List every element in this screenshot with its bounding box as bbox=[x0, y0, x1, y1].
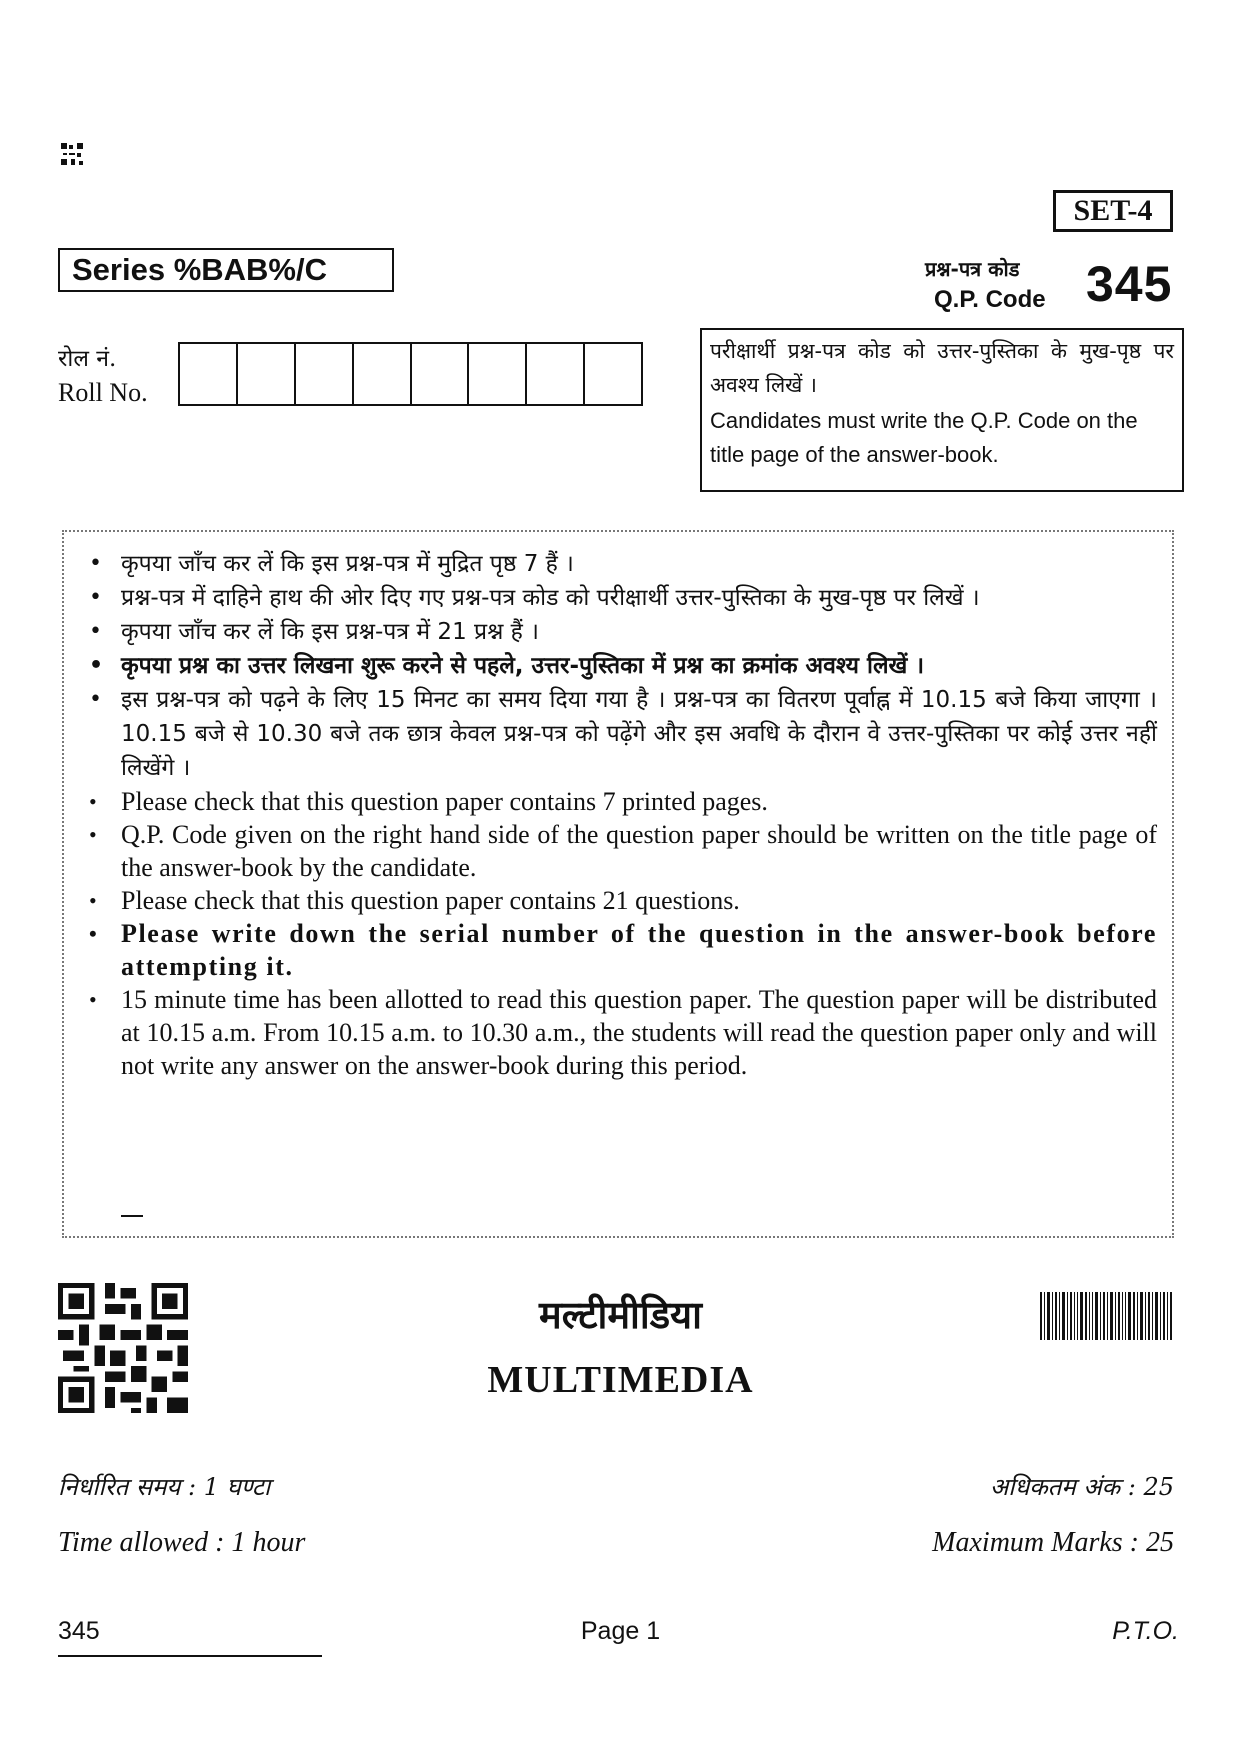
subject-title-hindi: मल्टीमीडिया bbox=[539, 1293, 702, 1337]
roll-number-cell[interactable] bbox=[469, 344, 527, 404]
series-label: Series %BAB%/C bbox=[58, 248, 394, 292]
instruction-english-4: • Please write down the serial number of the question in the answer-book before attempting it. bbox=[85, 917, 1157, 983]
roll-number-cell[interactable] bbox=[180, 344, 238, 404]
max-marks: Maximum Marks : 25 bbox=[932, 1527, 1174, 1558]
instruction-hindi-4: • कृपया प्रश्न का उत्तर लिखना शुरू करने से पहले, उत्तर-पुस्तिका में प्रश्न का क्रमांक अवश्य लिखें । bbox=[85, 649, 1157, 683]
roll-number-cell[interactable] bbox=[585, 344, 641, 404]
instruction-english-5: • 15 minute time has been allotted to read this question paper. The question paper will be distributed at 10.15 a.m. From 10.15 a.m. to 10.30 a.m., the students will read the question paper only and will not write any answer on the answer-book during this period. bbox=[85, 983, 1157, 1082]
footer-rule bbox=[58, 1655, 322, 1657]
roll-number-cell[interactable] bbox=[527, 344, 585, 404]
roll-number-cell[interactable] bbox=[296, 344, 354, 404]
pto-label: P.T.O. bbox=[1112, 1617, 1179, 1645]
notice-hindi: परीक्षार्थी प्रश्न-पत्र कोड को उत्तर-पुस्तिका के मुख-पृष्ठ पर अवश्य लिखें । bbox=[710, 339, 1174, 397]
instruction-hindi-5: • इस प्रश्न-पत्र को पढ़ने के लिए 15 मिनट का समय दिया गया है । प्रश्न-पत्र का वितरण पूर्वाह्न में 10.15 बजे किया जाएगा । 10.15 बजे से 10.30 बजे तक छात्र केवल प्रश्न-पत्र को पढ़ेंगे और इस अवधि के दौरान वे उत्तर-पुस्तिका पर कोई उत्तर नहीं लिखेंगे । bbox=[85, 683, 1157, 785]
roll-label: Roll No. bbox=[58, 378, 148, 407]
roll-label-hindi: रोल नं. bbox=[58, 346, 117, 372]
time-allowed-hindi: निर्धारित समय : 1 घण्टा bbox=[58, 1473, 271, 1501]
qp-code-label-hindi: प्रश्न-पत्र कोड bbox=[925, 257, 1020, 281]
roll-number-cell[interactable] bbox=[412, 344, 470, 404]
instruction-hindi-1: • कृपया जाँच कर लें कि इस प्रश्न-पत्र में मुद्रित पृष्ठ 7 हैं । bbox=[85, 547, 1157, 581]
footer-code: 345 bbox=[58, 1617, 100, 1645]
qp-code-value: 345 bbox=[1086, 256, 1173, 312]
notice-english: Candidates must write the Q.P. Code on the title page of the answer-book. bbox=[710, 408, 1138, 467]
qp-code-label: Q.P. Code bbox=[934, 286, 1046, 313]
instruction-hindi-2: • प्रश्न-पत्र में दाहिने हाथ की ओर दिए गए प्रश्न-पत्र कोड को परीक्षार्थी उत्तर-पुस्तिका के मुख-पृष्ठ पर लिखें । bbox=[85, 581, 1157, 615]
max-marks-hindi: अधिकतम अंक : 25 bbox=[989, 1473, 1174, 1501]
instruction-english-2: • Q.P. Code given on the right hand side of the question paper should be written on the title page of the answer-book by the candidate. bbox=[85, 818, 1157, 884]
instruction-hindi-3: • कृपया जाँच कर लें कि इस प्रश्न-पत्र में 21 प्रश्न हैं । bbox=[85, 615, 1157, 649]
instruction-english-3: • Please check that this question paper contains 21 questions. bbox=[85, 884, 1157, 917]
instructions-list bbox=[85, 547, 1157, 1082]
page-number: Page 1 bbox=[580, 1617, 661, 1645]
set-label: SET-4 bbox=[1053, 190, 1173, 232]
roll-number-boxes[interactable] bbox=[178, 342, 643, 406]
candidate-notice-box bbox=[700, 328, 1184, 492]
time-allowed: Time allowed : 1 hour bbox=[58, 1527, 306, 1558]
instruction-english-1: • Please check that this question paper contains 7 printed pages. bbox=[85, 785, 1157, 818]
end-dash bbox=[121, 1215, 143, 1217]
small-qr-code-icon bbox=[61, 143, 83, 165]
roll-number-cell[interactable] bbox=[238, 344, 296, 404]
roll-number-cell[interactable] bbox=[354, 344, 412, 404]
subject-title: MULTIMEDIA bbox=[487, 1359, 754, 1401]
